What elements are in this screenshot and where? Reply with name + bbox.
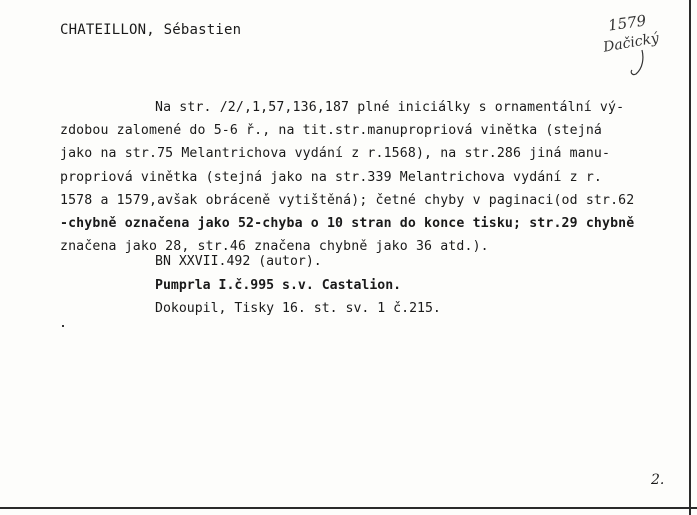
author-given-name: Sébastien xyxy=(163,22,242,38)
description-line: zdobou zalomené do 5-6 ř., na tit.str.manupropriová vinětka (stejná xyxy=(60,123,602,139)
description-line: propriová vinětka (stejná jako na str.339 Melantrichova vydání z r. xyxy=(60,169,602,185)
reference-bn: BN XXVII.492 (autor). xyxy=(155,254,322,269)
page-number: 2. xyxy=(651,472,665,488)
handwritten-year: 1579 xyxy=(606,11,648,35)
reference-dokoupil: Dokoupil, Tisky 16. st. sv. 1 č.215. xyxy=(155,301,441,316)
description-line: jako na str.75 Melantrichova vydání z r.1568), na str.286 jiná manu- xyxy=(60,146,611,162)
card-edge-bottom xyxy=(0,507,697,509)
description-line: -chybně označena jako 52-chyba o 10 stran do konce tisku; str.29 chybně xyxy=(60,216,635,232)
author-heading xyxy=(60,22,241,38)
handwritten-note: Dačický xyxy=(602,30,661,56)
stray-mark xyxy=(62,325,64,327)
description-line: Na str. /2/,1,57,136,187 plné iniciálky s ornamentální vý- xyxy=(155,100,625,115)
description-text xyxy=(60,96,675,258)
handwritten-flourish xyxy=(628,48,648,76)
reference-pumprla: Pumprla I.č.995 s.v. Castalion. xyxy=(155,277,402,293)
description-line: 1578 a 1579,avšak obráceně vytištěná); četné chyby v paginaci(od str.62 xyxy=(60,192,635,208)
card-edge-right xyxy=(689,0,691,515)
author-surname: CHATEILLON, xyxy=(60,22,155,38)
description-line: značena jako 28, str.46 značena chybně jako 36 atd.). xyxy=(60,239,489,255)
references xyxy=(155,250,441,321)
